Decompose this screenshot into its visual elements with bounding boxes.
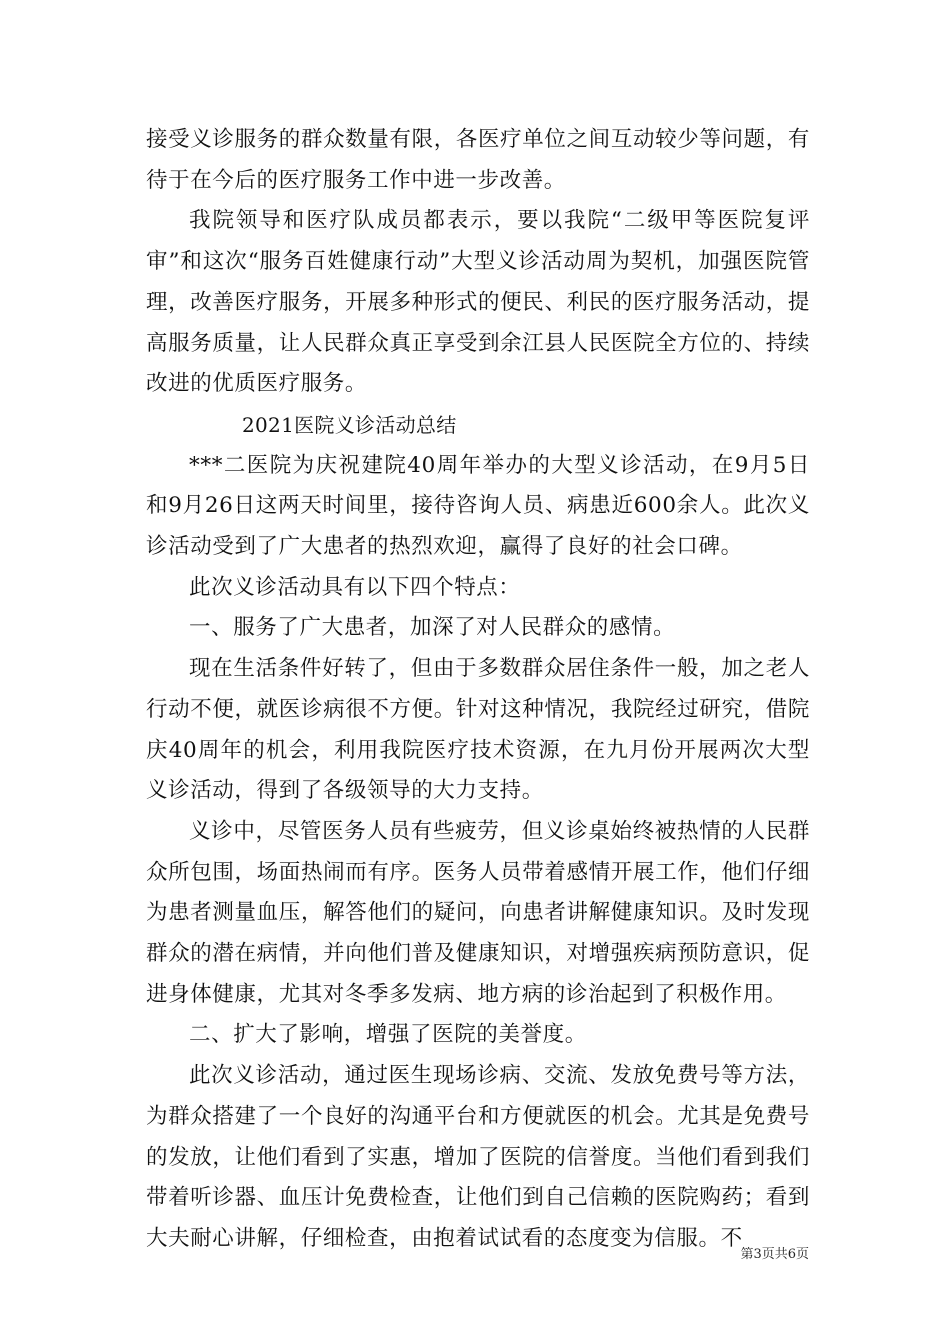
feature-heading-1: 一、服务了广大患者，加深了对人民群众的感情。 (189, 615, 676, 641)
paragraph-feature-1-detail: 义诊中，尽管医务人员有些疲劳，但义诊桌始终被热情的人民群众所包围，场面热闹而有序。医务人员带着感情开展工作，他们仔细为患者测量血压，解答他们的疑问，向患者讲解健康知识。及时发现群众的潜在病情，并向他们普及健康知识，对增强疾病预防意识，促进身体健康，尤其对冬季多发病、地方病的诊治起到了积极作用。 (146, 818, 810, 1007)
page-number-footer: 第3页共6页 (740, 1247, 809, 1262)
paragraph-intro: ***二医院为庆祝建院40周年举办的大型义诊活动，在9月5日和9月26日这两天时间里，接待咨询人员、病患近600余人。此次义诊活动受到了广大患者的热烈欢迎，赢得了良好的社会口碑。 (146, 452, 810, 560)
paragraph-leadership-statement: 我院领导和医疗队成员都表示，要以我院“二级甲等医院复评审”和这次“服务百姓健康行动”大型义诊活动周为契机，加强医院管理，改善医疗服务，开展多种形式的便民、利民的医疗服务活动，提高服务质量，让人民群众真正享受到余江县人民医院全方位的、持续改进的优质医疗服务。 (146, 208, 810, 397)
paragraph-continued: 接受义诊服务的群众数量有限，各医疗单位之间互动较少等问题，有待于在今后的医疗服务工作中进一步改善。 (146, 127, 810, 193)
paragraph-features-lead: 此次义诊活动具有以下四个特点： (189, 574, 521, 600)
paragraph-feature-2-detail: 此次义诊活动，通过医生现场诊病、交流、发放免费号等方法，为群众搭建了一个良好的沟通平台和方便就医的机会。尤其是免费号的发放，让他们看到了实惠，增加了医院的信誉度。当他们看到我们带着听诊器、血压计免费检查，让他们到自己信赖的医院购药；看到大夫耐心讲解，仔细检查，由抱着试试看的态度变为信服。不 (146, 1063, 810, 1251)
section-title: 2021医院义诊活动总结 (242, 412, 457, 437)
feature-heading-2: 二、扩大了影响，增强了医院的美誉度。 (189, 1022, 587, 1048)
paragraph-feature-1-context: 现在生活条件好转了，但由于多数群众居住条件一般，加之老人行动不便，就医诊病很不方便。针对这种情况，我院经过研究，借院庆40周年的机会，利用我院医疗技术资源，在九月份开展两次大型义诊活动，得到了各级领导的大力支持。 (146, 656, 810, 804)
document-body (146, 120, 810, 1260)
